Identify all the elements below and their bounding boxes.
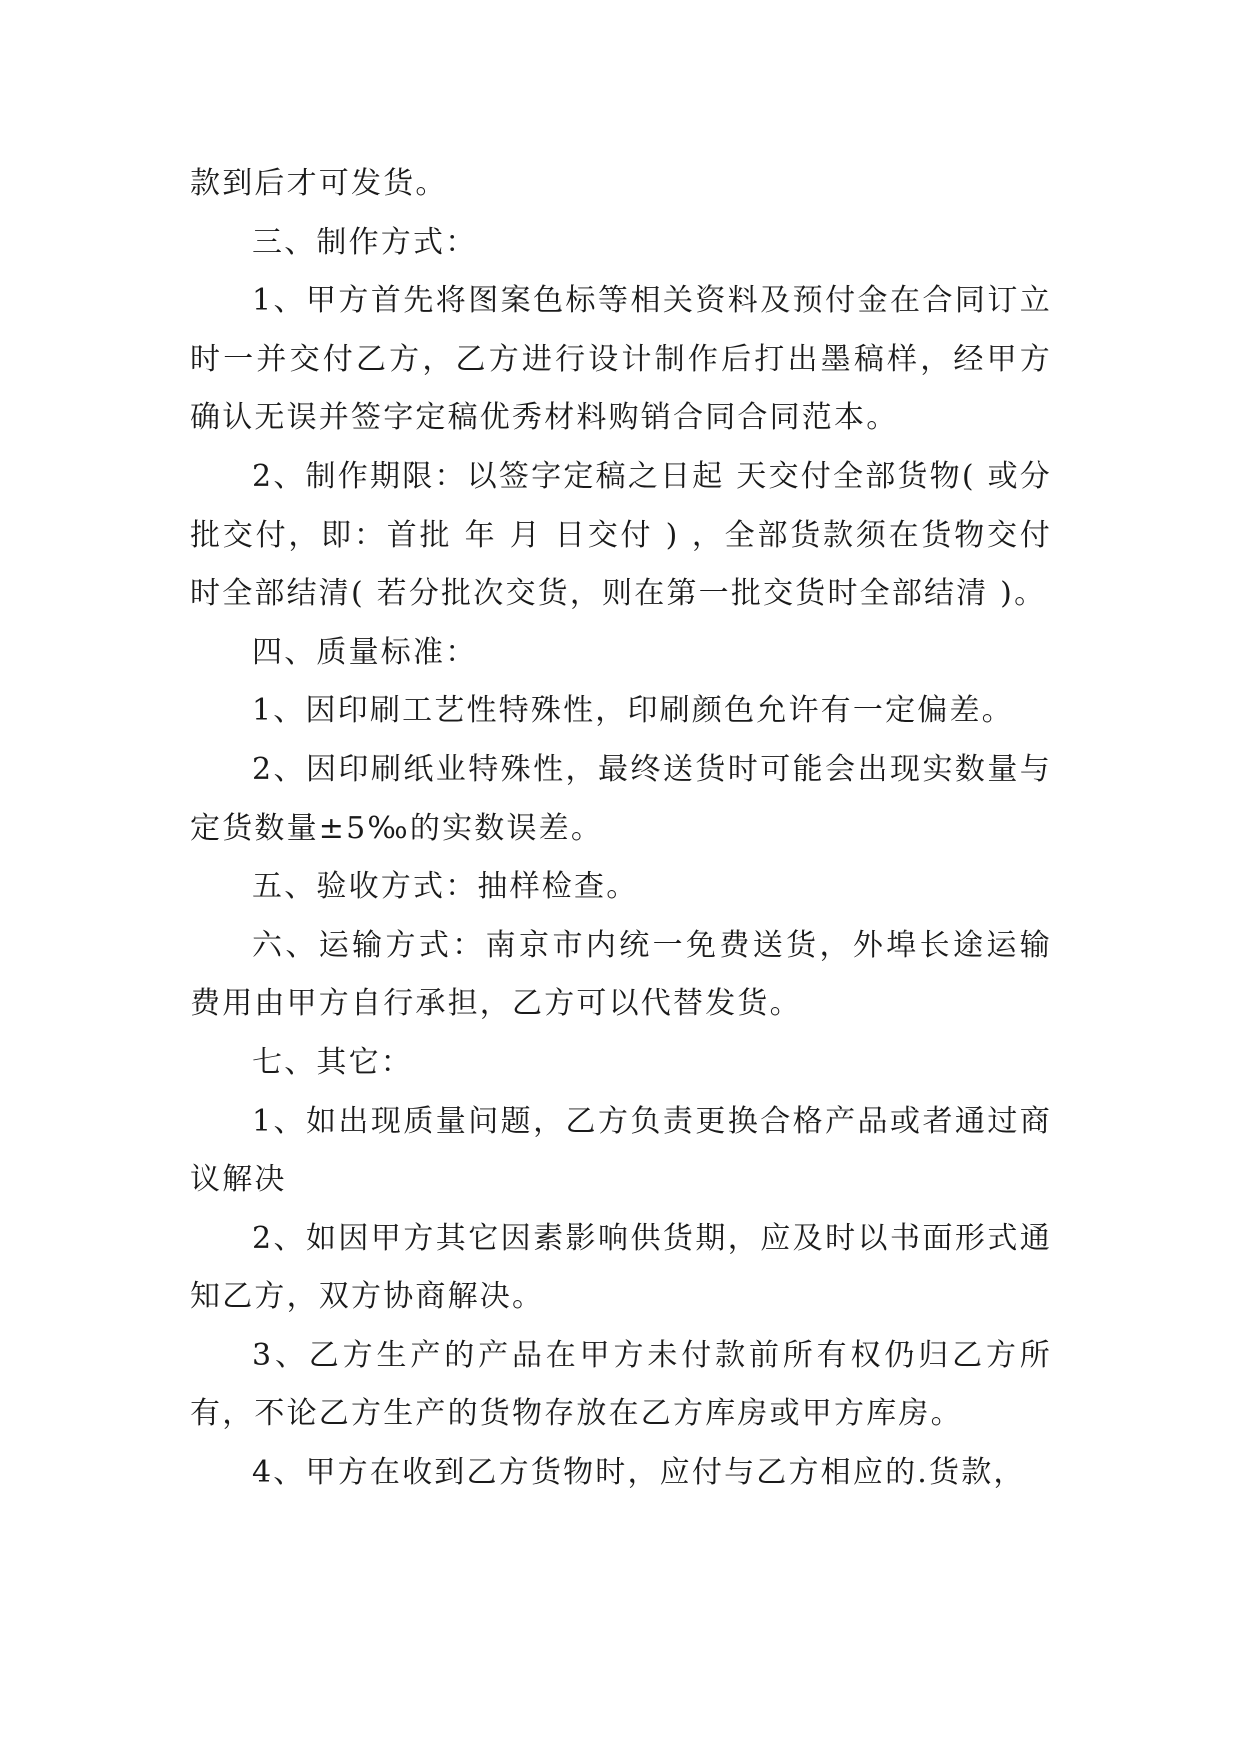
- paragraph-quality-item-1: 1、因印刷工艺性特殊性，印刷颜色允许有一定偏差。: [252, 693, 1014, 729]
- document-body: [190, 155, 1052, 1503]
- section-heading-transport-method: 六、运输方式：南京市内统一免费送货，外埠长途运输费用由甲方自行承担，乙方可以代替发货。: [190, 927, 1052, 1022]
- paragraph-other-item-2: 2、如因甲方其它因素影响供货期，应及时以书面形式通知乙方，双方协商解决。: [190, 1220, 1052, 1315]
- paragraph-payment-before-delivery: 款到后才可发货。: [190, 166, 448, 201]
- section-heading-production-method: 三、制作方式：: [252, 224, 478, 260]
- paragraph-production-item-1: 1、甲方首先将图案色标等相关资料及预付金在合同订立时一并交付乙方，乙方进行设计制作后打出墨稿样，经甲方确认无误并签字定稿优秀材料购销合同合同范本。: [190, 283, 1052, 436]
- paragraph-other-item-1: 1、如出现质量问题，乙方负责更换合格产品或者通过商议解决: [190, 1103, 1052, 1198]
- paragraph-other-item-4: 4、甲方在收到乙方货物时，应付与乙方相应的.货款，: [252, 1455, 1026, 1491]
- paragraph-quality-item-2: 2、因印刷纸业特殊性，最终送货时可能会出现实数量与定货数量±5‰的实数误差。: [190, 751, 1052, 846]
- section-heading-quality-standard: 四、质量标准：: [252, 634, 478, 670]
- section-heading-other: 七、其它：: [252, 1044, 413, 1080]
- section-heading-acceptance-method: 五、验收方式：抽样检查。: [252, 869, 639, 905]
- paragraph-other-item-3: 3、乙方生产的产品在甲方未付款前所有权仍归乙方所有，不论乙方生产的货物存放在乙方库房或甲方库房。: [190, 1337, 1052, 1432]
- paragraph-production-item-2: 2、制作期限：以签字定稿之日起 天交付全部货物( 或分批交付，即：首批 年 月 日交付 ) ，全部货款须在货物交付时全部结清( 若分批次交货，则在第一批交货时全部结清 )。: [190, 458, 1052, 612]
